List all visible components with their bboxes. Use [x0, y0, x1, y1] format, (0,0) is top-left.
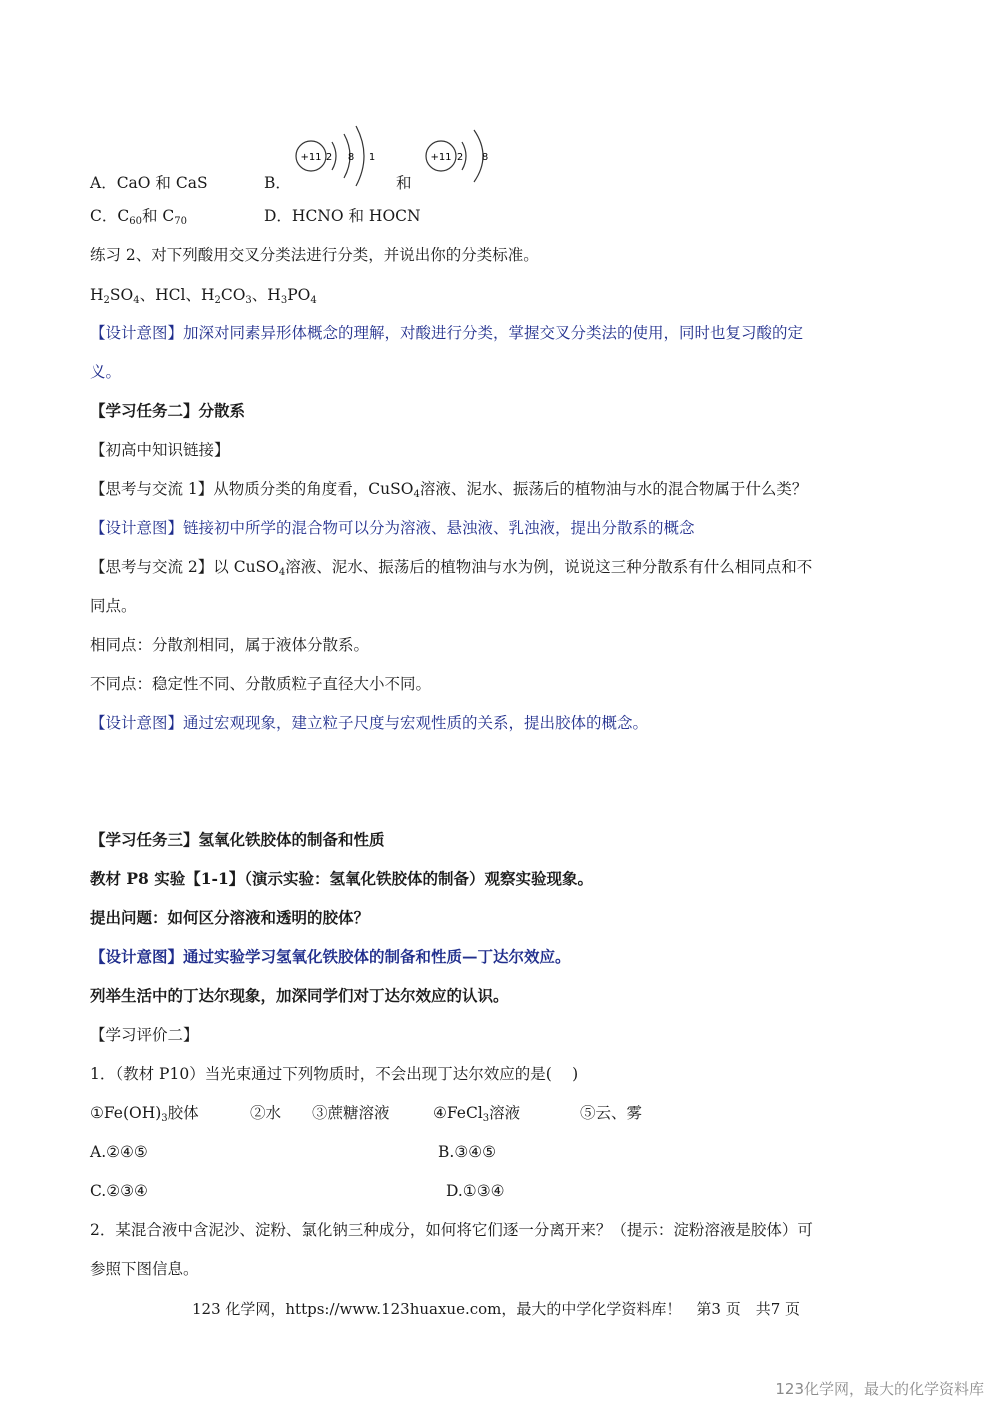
task-2-title: 【学习任务二】分散系 [90, 401, 246, 420]
atom1-shell-3: 1 [368, 152, 376, 163]
design-intent-3: 【设计意图】通过宏观现象，建立粒子尺度与宏观性质的关系，提出胶体的概念。 [90, 714, 649, 732]
option-b-and: 和 [396, 174, 412, 192]
q1-item-1: $①Fe(OH)_3$胶体 [90, 1104, 199, 1124]
atom2-shell-1: 2 [456, 152, 464, 163]
think-exchange-2-cont: 同点。 [90, 597, 137, 615]
option-d: D．HCNO 和 HOCN [264, 207, 421, 225]
design-intent-2: 【设计意图】链接初中所学的混合物可以分为溶液、悬浊液、乳浊液，提出分散系的概念 [90, 519, 695, 537]
watermark: 123化学网，最大的化学资料库 [775, 1380, 984, 1398]
atom2-nucleus: +11 [430, 152, 452, 163]
question-2: 2．某混合液中含泥沙、淀粉、氯化钠三种成分，如何将它们逐一分离开来？（提示：淀粉溶液是胶体）可 [90, 1221, 813, 1239]
question-2-cont: 参照下图信息。 [90, 1260, 199, 1278]
raise-question: 提出问题：如何区分溶液和透明的胶体？ [90, 908, 370, 927]
q1-choice-b: B.③④⑤ [438, 1143, 497, 1161]
knowledge-link-title: 【初高中知识链接】 [90, 441, 230, 459]
textbook-experiment: 教材 P8 实验【1-1】（演示实验：氢氧化铁胶体的制备）观察实验现象。 [90, 869, 593, 888]
design-intent-1-cont: 义。 [90, 363, 122, 381]
q1-item-3: ③蔗糖溶液 [312, 1104, 390, 1122]
q1-choice-a: A.②④⑤ [90, 1143, 148, 1161]
option-a: A．CaO 和 CaS [90, 174, 208, 192]
option-c: C．$C_{60}$和 $C_{70}$ [90, 207, 187, 227]
evaluation-title: 【学习评价二】 [90, 1026, 199, 1044]
sodium-atom-structure-diagram [292, 122, 382, 190]
think-exchange-1: 【思考与交流 1】从物质分类的角度看，CuSO$_4$溶液、泥水、振荡后的植物油与水的混合物属于什么类？ [90, 480, 808, 500]
differences: 不同点：稳定性不同、分散质粒子直径大小不同。 [90, 675, 432, 693]
q1-choice-c: C.②③④ [90, 1182, 148, 1200]
sodium-ion-structure-diagram [422, 122, 502, 190]
design-intent-4: 【设计意图】通过实验学习氢氧化铁胶体的制备和性质—丁达尔效应。 [90, 947, 571, 966]
q1-item-4: ④FeCl$_3$溶液 [433, 1104, 521, 1124]
similarities: 相同点：分散剂相同，属于液体分散系。 [90, 636, 370, 654]
atom1-shell-2: 8 [347, 152, 355, 163]
exercise-2: 练习 2、对下列酸用交叉分类法进行分类，并说出你的分类标准。 [90, 246, 539, 264]
option-b-label: B． [264, 174, 291, 192]
question-1: 1．（教材 P10）当光束通过下列物质时，不会出现丁达尔效应的是( ) [90, 1065, 579, 1083]
atom1-shell-1: 2 [325, 152, 333, 163]
task-3-title: 【学习任务三】氢氧化铁胶体的制备和性质 [90, 830, 385, 849]
page-footer: 123 化学网，https://www.123huaxue.com，最大的中学化学资料库！ 第3 页 共7 页 [191, 1300, 801, 1318]
q1-item-5: ⑤云、雾 [580, 1104, 643, 1122]
acid-list: $H_2SO_4$、HCl、$H_2CO_3$、$H_3PO_4$ [90, 286, 317, 306]
think-exchange-2: 【思考与交流 2】以 CuSO$_4$溶液、泥水、振荡后的植物油与水为例，说说这三种分散系有什么相同点和不 [90, 558, 813, 578]
design-intent-1: 【设计意图】加深对同素异形体概念的理解，对酸进行分类，掌握交叉分类法的使用，同时也复习酸的定 [90, 324, 804, 342]
q1-item-2: ②水 [250, 1104, 282, 1122]
tyndall-examples: 列举生活中的丁达尔现象，加深同学们对丁达尔效应的认识。 [90, 986, 509, 1005]
atom2-shell-2: 8 [481, 152, 489, 163]
q1-choice-d: D.①③④ [446, 1182, 505, 1200]
atom1-nucleus: +11 [300, 152, 322, 163]
